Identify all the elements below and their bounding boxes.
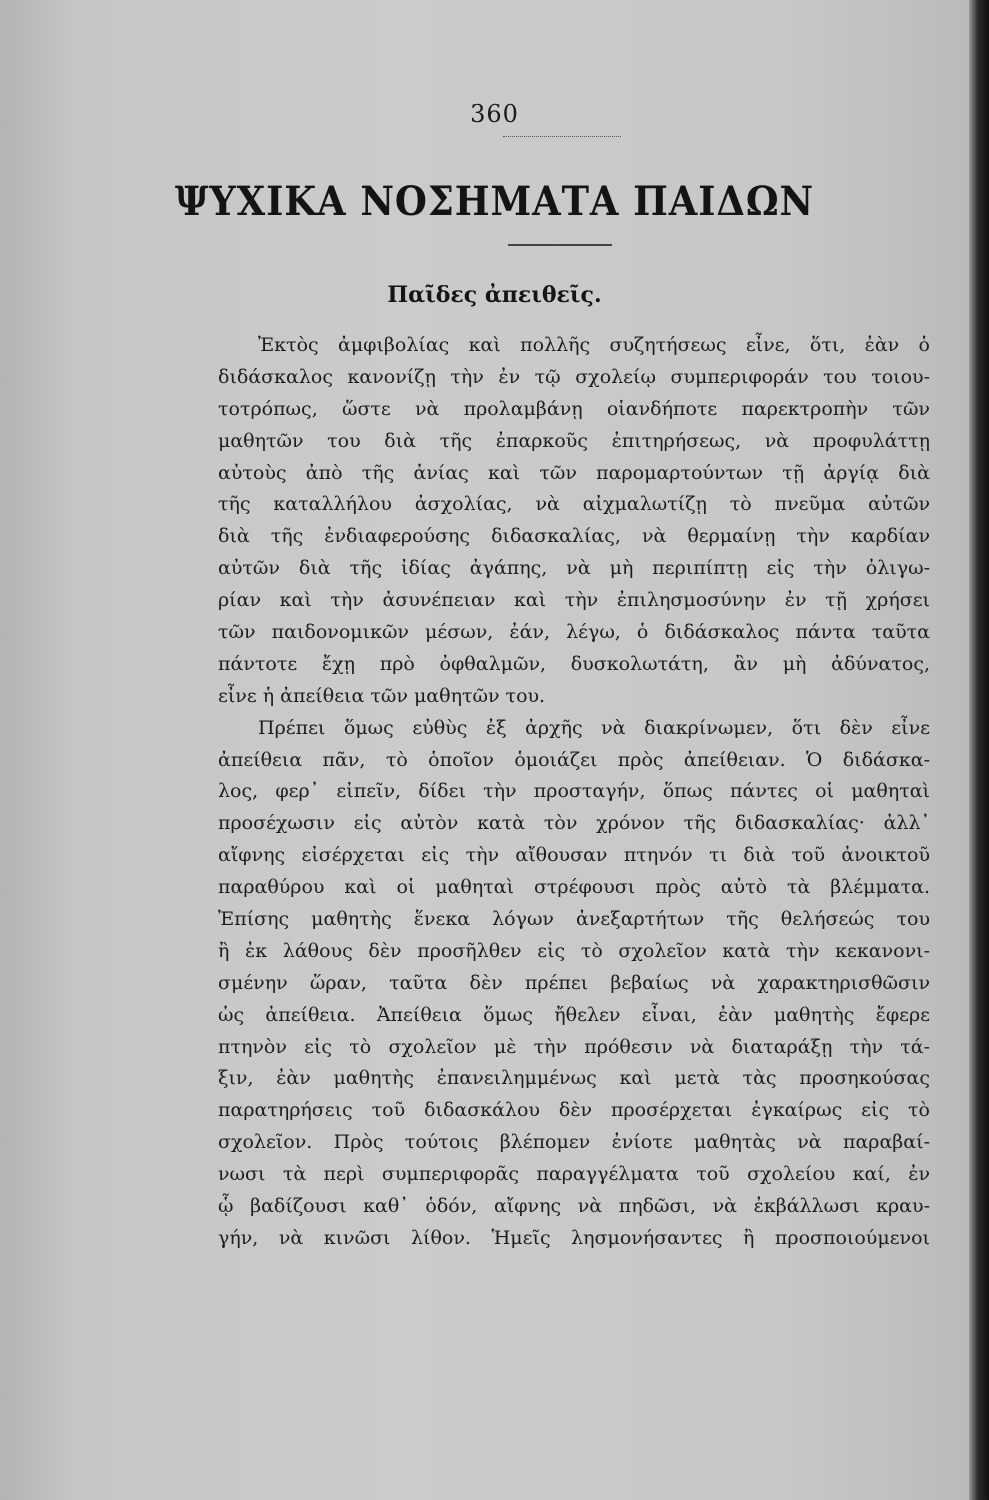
text-line: εἶνε ἡ ἀπείθεια τῶν μαθητῶν του.	[218, 684, 546, 707]
text-line: Πρέπει ὅμως εὐθὺς ἐξ ἀρχῆς νὰ διακρίνωμεν, ὅτι δὲν εἶνε	[258, 716, 930, 739]
text-line: μαθητῶν του διὰ τῆς ἐπαρκοῦς ἐπιτηρήσεως, νὰ προφυλάττῃ	[218, 429, 930, 452]
text-line: Ἐκτὸς ἀμφιβολίας καὶ πολλῆς συζητήσεως εἶνε, ὅτι, ἐὰν ὁ	[258, 334, 930, 356]
text-line: αὐτοὺς ἀπὸ τῆς ἀνίας καὶ τῶν παρομαρτούντων τῇ ἀργίᾳ διὰ	[218, 461, 930, 484]
text-line: σμένην ὥραν, ταῦτα δὲν πρέπει βεβαίως νὰ χαρακτηρισθῶσιν	[218, 971, 930, 994]
text-line: γήν, νὰ κινῶσι λίθον. Ἡμεῖς λησμονήσαντες ἢ προσποιούμενοι	[218, 1226, 930, 1249]
text-line: νωσι τὰ περὶ συμπεριφορᾶς παραγγέλματα τοῦ σχολείου καί, ἐν	[218, 1163, 930, 1186]
text-line: λος, φερ᾽ εἰπεῖν, δίδει τὴν προσταγήν, ὅπως πάντες οἱ μαθηταὶ	[218, 780, 930, 803]
text-line: πάντοτε ἔχῃ πρὸ ὀφθαλμῶν, δυσκολωτάτη, ἂν μὴ ἀδύνατος,	[218, 652, 930, 675]
text-line: Ἐπίσης μαθητὴς ἕνεκα λόγων ἀνεξαρτήτων τῆς θελήσεώς του	[218, 908, 930, 931]
text-line: διὰ τῆς ἐνδιαφερούσης διδασκαλίας, νὰ θερμαίνῃ τὴν καρδίαν	[218, 525, 930, 548]
text-line: αἴφνης εἰσέρχεται εἰς τὴν αἴθουσαν πτηνόν τι διὰ τοῦ ἀνοικτοῦ	[218, 844, 930, 867]
text-line: ξιν, ἐὰν μαθητὴς ἐπανειλημμένως καὶ μετὰ τὰς προσηκούσας	[218, 1067, 930, 1090]
text-line: αὐτῶν διὰ τῆς ἰδίας ἀγάπης, νὰ μὴ περιπίπτῃ εἰς τὴν ὀλιγω-	[218, 557, 930, 580]
text-line: παρατηρήσεις τοῦ διδασκάλου δὲν προσέρχεται ἐγκαίρως εἰς τὸ	[218, 1099, 930, 1122]
text-line: σχολεῖον. Πρὸς τούτοις βλέπομεν ἐνίοτε μαθητὰς νὰ παραβαί-	[218, 1131, 930, 1154]
text-line: προσέχωσιν εἰς αὐτὸν κατὰ τὸν χρόνον τῆς διδασκαλίας· ἀλλ᾽	[218, 812, 930, 835]
text-line: ᾧ βαδίζουσι καθ᾽ ὁδόν, αἴφνης νὰ πηδῶσι, νὰ ἐκβάλλωσι κραυ-	[218, 1195, 930, 1218]
text-line: πτηνὸν εἰς τὸ σχολεῖον μὲ τὴν πρόθεσιν νὰ διαταράξῃ τὴν τά-	[218, 1035, 930, 1058]
title-divider	[508, 244, 612, 246]
text-line: τῶν παιδονομικῶν μέσων, ἐάν, λέγω, ὁ διδάσκαλος πάντα ταῦτα	[218, 621, 930, 644]
text-line: ἢ ἐκ λάθους δὲν προσῆλθεν εἰς τὸ σχολεῖον κατὰ τὴν κεκανονι-	[218, 939, 930, 962]
text-line: τοτρόπως, ὥστε νὰ προλαμβάνῃ οἱανδήποτε παρεκτροπὴν τῶν	[218, 397, 930, 420]
text-line: ἀπείθεια πᾶν, τὸ ὁποῖον ὁμοιάζει πρὸς ἀπείθειαν. Ὁ διδάσκα-	[218, 748, 930, 771]
body-text	[218, 330, 930, 1255]
chapter-title: ΨΥΧΙΚΑ ΝΟΣΗΜΑΤΑ ΠΑΙΔΩΝ	[174, 178, 815, 225]
text-line: ρίαν καὶ τὴν ἀσυνέπειαν καὶ τὴν ἐπιλησμοσύνην ἐν τῇ χρήσει	[218, 589, 930, 612]
text-line: τῆς καταλλήλου ἀσχολίας, νὰ αἰχμαλωτίζῃ τὸ πνεῦμα αὐτῶν	[218, 493, 930, 516]
page-number-rule	[503, 136, 621, 137]
book-gutter-shadow	[969, 0, 989, 1500]
text-line: ὡς ἀπείθεια. Ἀπείθεια ὅμως ἤθελεν εἶναι, ἐὰν μαθητὴς ἔφερε	[218, 1003, 930, 1026]
text-line: διδάσκαλος κανονίζῃ τὴν ἐν τῷ σχολείῳ συμπεριφοράν του τοιου-	[218, 365, 930, 388]
section-heading: Παῖδες ἀπειθεῖς.	[387, 282, 602, 308]
text-line: παραθύρου καὶ οἱ μαθηταὶ στρέφουσι πρὸς αὐτὸ τὰ βλέμματα.	[218, 876, 930, 899]
page-number: 360	[470, 100, 519, 128]
